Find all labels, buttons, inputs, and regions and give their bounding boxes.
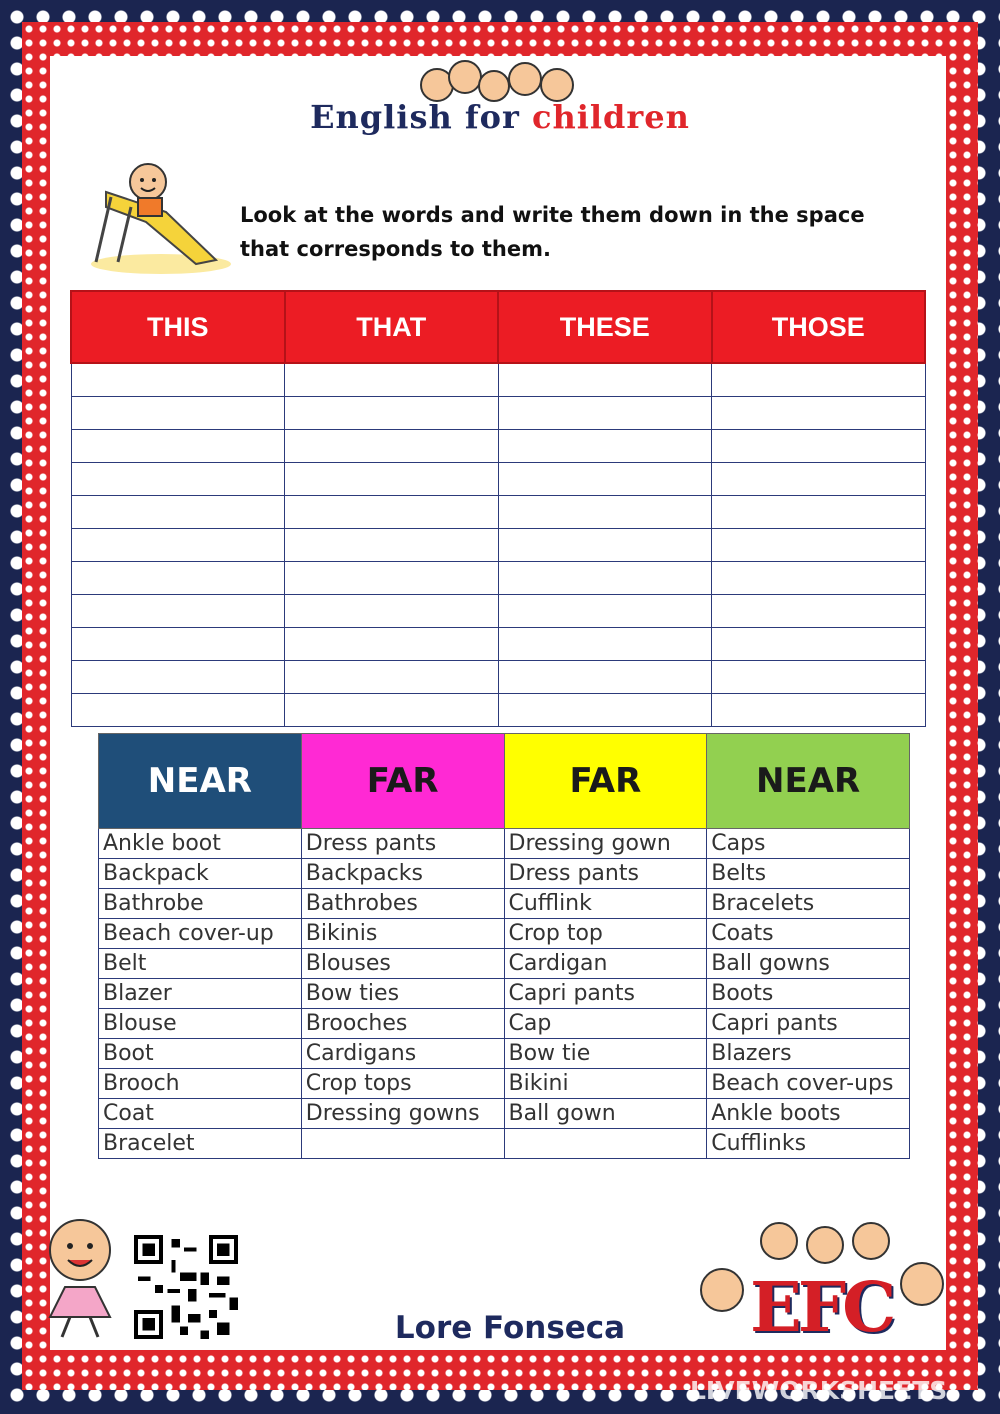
write-cell[interactable] <box>285 694 499 727</box>
word-header-near-0: NEAR <box>99 734 302 829</box>
write-row <box>71 529 925 562</box>
word-cell: Crop tops <box>301 1069 504 1099</box>
write-cell[interactable] <box>285 496 499 529</box>
word-row <box>99 1039 910 1069</box>
word-cell: Belts <box>707 859 910 889</box>
write-cell[interactable] <box>498 496 712 529</box>
word-cell: Beach cover-ups <box>707 1069 910 1099</box>
word-cell: Bow tie <box>504 1039 707 1069</box>
write-cell[interactable] <box>71 496 285 529</box>
word-header-near-3: NEAR <box>707 734 910 829</box>
word-cell: Bracelet <box>99 1129 302 1159</box>
write-row <box>71 661 925 694</box>
header-those: THOSE <box>712 291 926 363</box>
write-row <box>71 397 925 430</box>
title-part2: children <box>531 98 690 136</box>
word-cell: Bracelets <box>707 889 910 919</box>
write-cell[interactable] <box>285 363 499 397</box>
write-cell[interactable] <box>712 628 926 661</box>
word-cell: Ball gown <box>504 1099 707 1129</box>
write-cell[interactable] <box>498 595 712 628</box>
write-cell[interactable] <box>498 397 712 430</box>
word-row <box>99 1069 910 1099</box>
word-cell: Coats <box>707 919 910 949</box>
header-these: THESE <box>498 291 712 363</box>
word-table <box>98 733 910 1159</box>
word-cell: Dress pants <box>301 829 504 859</box>
word-row <box>99 1129 910 1159</box>
write-cell[interactable] <box>285 661 499 694</box>
word-row <box>99 889 910 919</box>
write-cell[interactable] <box>498 562 712 595</box>
write-cell[interactable] <box>712 363 926 397</box>
write-row <box>71 363 925 397</box>
write-cell[interactable] <box>712 430 926 463</box>
word-row <box>99 949 910 979</box>
write-cell[interactable] <box>498 463 712 496</box>
write-cell[interactable] <box>712 661 926 694</box>
write-cell[interactable] <box>285 430 499 463</box>
write-cell[interactable] <box>71 529 285 562</box>
write-row <box>71 463 925 496</box>
word-cell: Bikinis <box>301 919 504 949</box>
write-cell[interactable] <box>71 363 285 397</box>
write-cell[interactable] <box>498 430 712 463</box>
word-row <box>99 919 910 949</box>
write-cell[interactable] <box>498 363 712 397</box>
word-cell: Capri pants <box>707 1009 910 1039</box>
write-cell[interactable] <box>712 694 926 727</box>
write-cell[interactable] <box>71 562 285 595</box>
word-cell: Backpacks <box>301 859 504 889</box>
word-cell: Dressing gown <box>504 829 707 859</box>
write-cell[interactable] <box>285 562 499 595</box>
write-row <box>71 496 925 529</box>
write-cell[interactable] <box>712 463 926 496</box>
word-cell: Ankle boots <box>707 1099 910 1129</box>
word-header-far-1: FAR <box>301 734 504 829</box>
liveworksheets-watermark[interactable]: LIVEWORKSHEETS <box>690 1376 948 1405</box>
word-cell: Brooches <box>301 1009 504 1039</box>
word-cell: Boots <box>707 979 910 1009</box>
instruction-text: Look at the words and write them down in the space that corresponds to them. <box>240 203 865 261</box>
write-cell[interactable] <box>712 397 926 430</box>
header-this: THIS <box>71 291 285 363</box>
write-cell[interactable] <box>71 397 285 430</box>
word-cell: Blazers <box>707 1039 910 1069</box>
word-cell: Ankle boot <box>99 829 302 859</box>
title-part1: English for <box>310 98 520 136</box>
word-cell: Cardigan <box>504 949 707 979</box>
word-cell: Cardigans <box>301 1039 504 1069</box>
write-cell[interactable] <box>285 529 499 562</box>
write-cell[interactable] <box>712 595 926 628</box>
word-cell <box>504 1129 707 1159</box>
write-cell[interactable] <box>71 628 285 661</box>
page-title <box>310 98 690 136</box>
write-cell[interactable] <box>498 529 712 562</box>
word-row <box>99 829 910 859</box>
word-row <box>99 979 910 1009</box>
word-cell: Bathrobes <box>301 889 504 919</box>
write-row <box>71 628 925 661</box>
write-row <box>71 430 925 463</box>
word-cell: Coat <box>99 1099 302 1129</box>
word-cell: Blazer <box>99 979 302 1009</box>
word-cell: Caps <box>707 829 910 859</box>
word-cell: Bathrobe <box>99 889 302 919</box>
word-cell: Beach cover-up <box>99 919 302 949</box>
word-cell: Ball gowns <box>707 949 910 979</box>
word-row <box>99 1009 910 1039</box>
word-cell: Dressing gowns <box>301 1099 504 1129</box>
write-cell[interactable] <box>712 529 926 562</box>
write-cell[interactable] <box>712 562 926 595</box>
word-cell: Cufflink <box>504 889 707 919</box>
word-cell: Belt <box>99 949 302 979</box>
write-cell[interactable] <box>285 628 499 661</box>
word-cell: Brooch <box>99 1069 302 1099</box>
write-row <box>71 595 925 628</box>
girl-illustration <box>30 1212 130 1342</box>
word-cell: Capri pants <box>504 979 707 1009</box>
slide-illustration <box>86 152 236 277</box>
word-row <box>99 859 910 889</box>
efc-logo: EFC <box>750 1268 893 1348</box>
word-cell: Boot <box>99 1039 302 1069</box>
write-cell[interactable] <box>498 694 712 727</box>
header-that: THAT <box>285 291 499 363</box>
write-row <box>71 562 925 595</box>
write-cell[interactable] <box>71 661 285 694</box>
write-cell[interactable] <box>71 694 285 727</box>
write-cell[interactable] <box>71 595 285 628</box>
qr-code[interactable] <box>134 1235 238 1339</box>
write-cell[interactable] <box>71 463 285 496</box>
write-table <box>70 290 926 727</box>
word-cell: Dress pants <box>504 859 707 889</box>
word-cell: Blouse <box>99 1009 302 1039</box>
word-cell: Cap <box>504 1009 707 1039</box>
word-cell: Blouses <box>301 949 504 979</box>
write-cell[interactable] <box>712 496 926 529</box>
write-row <box>71 694 925 727</box>
word-header-far-2: FAR <box>504 734 707 829</box>
word-cell: Crop top <box>504 919 707 949</box>
author-name: Lore Fonseca <box>394 1310 626 1346</box>
word-cell: Bikini <box>504 1069 707 1099</box>
write-cell[interactable] <box>285 463 499 496</box>
write-cell[interactable] <box>285 595 499 628</box>
word-cell: Cufflinks <box>707 1129 910 1159</box>
word-cell <box>301 1129 504 1159</box>
word-cell: Bow ties <box>301 979 504 1009</box>
word-row <box>99 1099 910 1129</box>
write-cell[interactable] <box>498 661 712 694</box>
write-cell[interactable] <box>71 430 285 463</box>
word-cell: Backpack <box>99 859 302 889</box>
write-cell[interactable] <box>285 397 499 430</box>
write-cell[interactable] <box>498 628 712 661</box>
